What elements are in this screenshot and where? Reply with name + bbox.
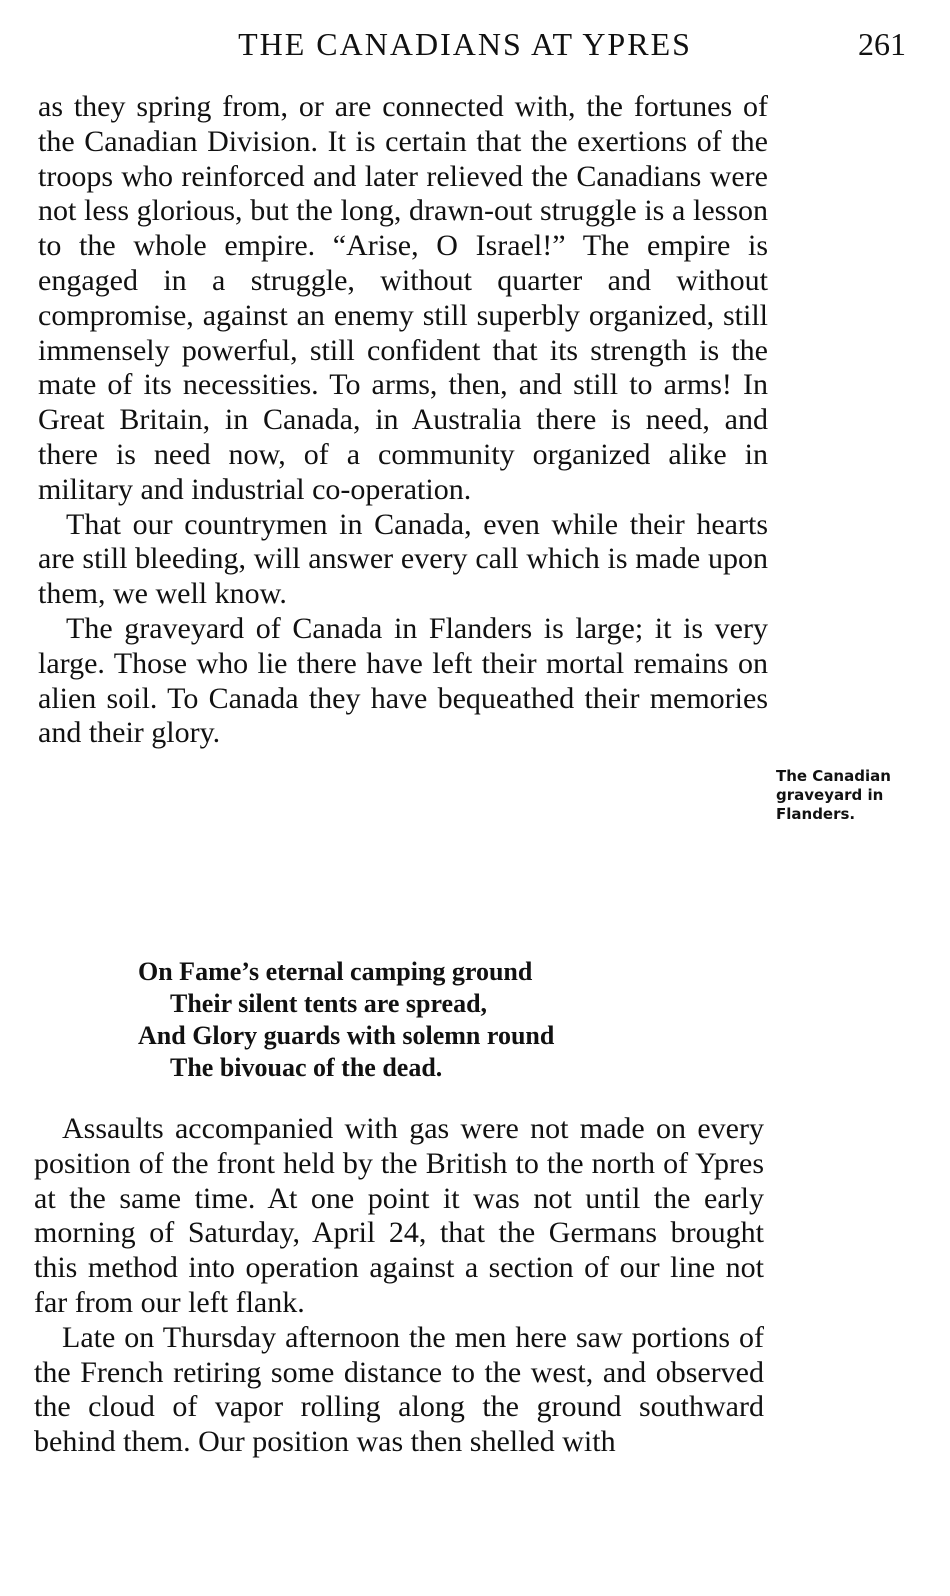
poem-stanza	[138, 956, 698, 1084]
body-text-top	[38, 90, 768, 751]
paragraph: The graveyard of Canada in Flanders is large; it is very large. Those who lie there have left their mortal remains on alien soil. To Canada they have bequeathed their memories and their glory.	[38, 611, 768, 750]
poem-line: The bivouac of the dead.	[170, 1053, 443, 1082]
poem-line: On Fame’s eternal camping ground	[138, 957, 533, 986]
page-number: 261	[858, 26, 906, 62]
paragraph: as they spring from, or are connected with, the fortunes of the Canadian Division. It is certain that the exertions of the troops who reinforced and later relieved the Canadians were not less glorious, but the long, drawn-out struggle is a lesson to the whole empire. “Arise, O Israel!” The empire is engaged in a struggle, without quarter and without compromise, against an enemy still superbly organized, still immensely powerful, still confident that its strength is the mate of its necessities. To arms, then, and still to arms! In Great Britain, in Canada, in Australia there is need, and there is need now, of a community organized alike in military and industrial co-operation.	[38, 90, 768, 506]
paragraph: Late on Thursday afternoon the men here saw portions of the French retiring some distance to the west, and observed the cloud of vapor rolling along the ground southward behind them. Our position was then shelled with	[34, 1320, 764, 1459]
paragraph: That our countrymen in Canada, even while their hearts are still bleeding, will answer every call which is made upon them, we well know.	[38, 507, 768, 611]
margin-note: The Canadian graveyard in Flanders.	[776, 767, 891, 823]
body-text-bottom	[34, 1112, 764, 1460]
paragraph: Assaults accompanied with gas were not made on every position of the front held by the British to the north of Ypres at the same time. At one point it was not until the early morning of Saturday, April 24, that the Germans brought this method into operation against a section of our line not far from our left flank.	[34, 1112, 764, 1319]
poem-line: And Glory guards with solemn round	[138, 1021, 555, 1050]
poem-line: Their silent tents are spread,	[170, 989, 488, 1018]
running-title: THE CANADIANS AT YPRES	[238, 26, 692, 62]
